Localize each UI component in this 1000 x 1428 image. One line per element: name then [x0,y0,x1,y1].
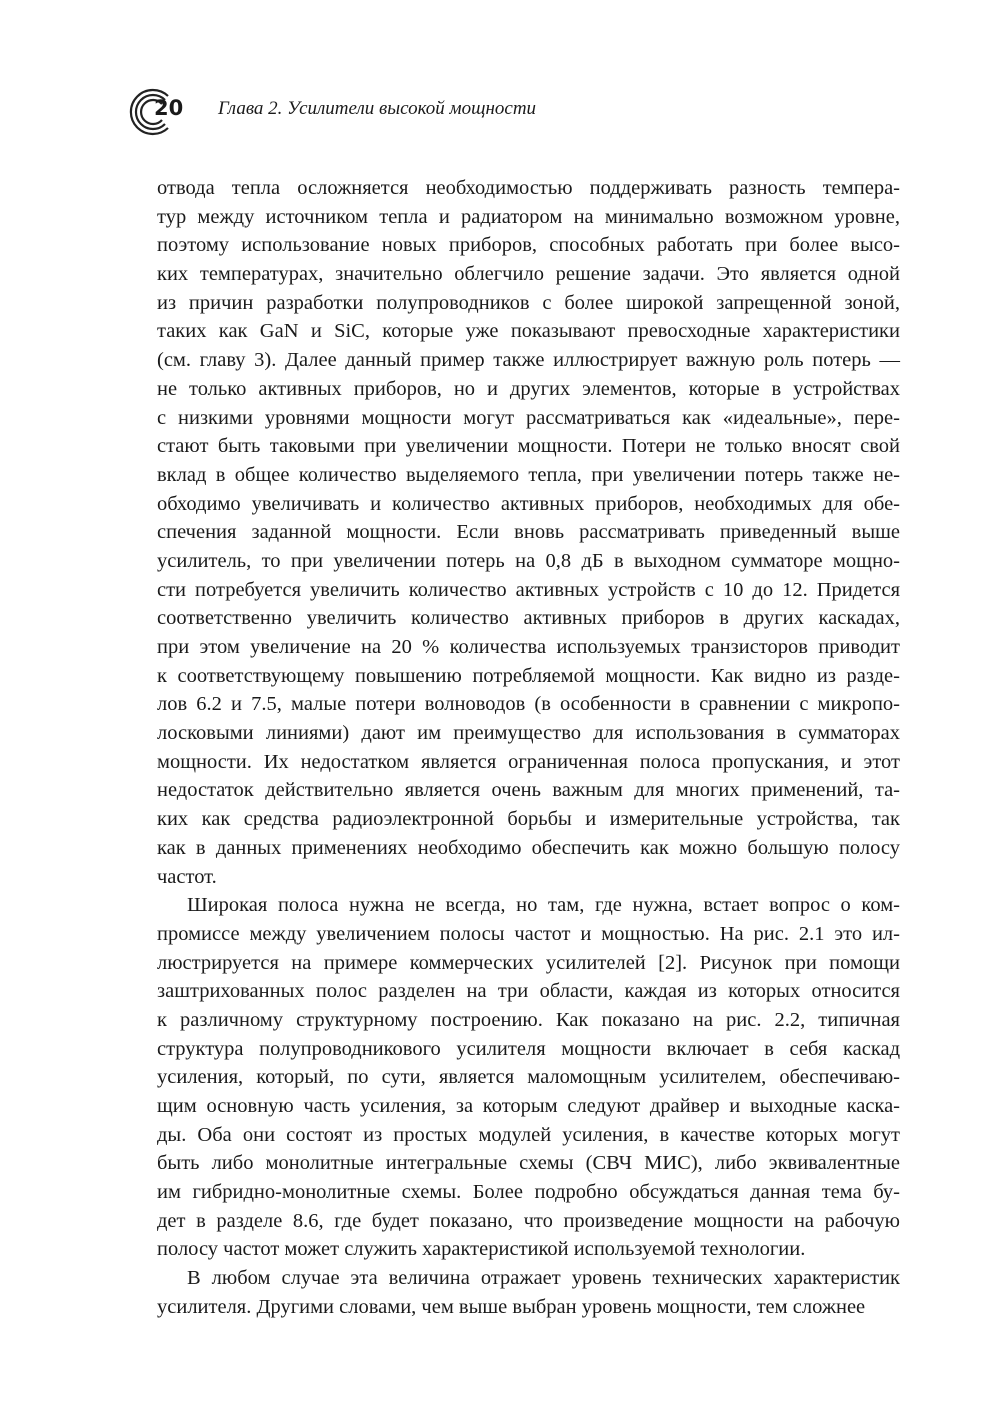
chapter-title: Глава 2. Усилители высокой мощности [218,98,537,119]
paragraph [157,891,900,1264]
text-line: быть либо монолитные интегральные схемы (СВЧ МИС), либо эквивалентные [157,1152,900,1175]
text-line: сти потребуется увеличить количество активных устройств с 10 до 12. Придется [157,578,900,601]
text-line: люстрируется на примере коммерческих усилителей [2]. Рисунок при помощи [157,951,900,974]
text-line: как в данных применениях необходимо обеспечить как можно большую полосу [157,836,900,859]
text-line: ких как средства радиоэлектронной борьбы и измерительные устройства, так [157,808,900,831]
text-line: лосковыми линиями) дают им преимущество для использования в сумматорах [157,722,900,745]
text-line: не только активных приборов, но и других элементов, которые в устройствах [157,377,900,400]
text-line: Широкая полоса нужна не всегда, но там, где нужна, встает вопрос о ком- [187,894,900,917]
text-line: В любом случае эта величина отражает уровень технических характеристик [187,1267,900,1290]
text-line: им гибридно-монолитные схемы. Более подробно обсуждаться данная тема бу- [157,1181,900,1204]
text-line: таких как GaN и SiC, которые уже показывают превосходные характеристики [157,320,900,343]
text-line: частот. [157,865,217,888]
text-line: структура полупроводникового усилителя мощности включает в себя каскад [157,1037,900,1060]
page-header [128,86,908,138]
text-line: отвода тепла осложняется необходимостью поддерживать разность темпера- [157,177,900,199]
text-line: заштрихованных полос разделен на три области, каждая из которых относится [157,980,900,1003]
paragraph [157,174,900,891]
text-line: щим основную часть усиления, за которым следуют драйвер и выходные каска- [157,1095,900,1117]
text-line: промиссе между увеличением полосы частот и мощностью. На рис. 2.1 это ил- [157,922,900,945]
text-line: дет в разделе 8.6, где будет показано, что произведение мощности на рабочую [157,1209,900,1232]
text-line: соответственно увеличить количество активных приборов в других каскадах, [157,607,900,630]
text-line: усиления, который, по сути, является маломощным усилителем, обеспечиваю- [157,1066,900,1089]
text-line: при этом увеличение на 20 % количества используемых транзисторов приводит [157,636,900,658]
text-line: усилитель, то при увеличении потерь на 0,8 дБ в выходном сумматоре мощно- [157,549,900,572]
text-line: лов 6.2 и 7.5, малые потери волноводов (в особенности в сравнении с микропо- [157,693,900,716]
text-line: обходимо увеличивать и количество активных приборов, необходимых для обе- [157,492,900,515]
paragraph [157,1264,900,1321]
text-line: усилителя. Другими словами, чем выше выбран уровень мощности, тем сложнее [157,1295,866,1318]
text-line: ды. Оба они состоят из простых модулей усиления, в качестве которых могут [157,1123,900,1146]
text-line: к различному структурному построению. Как показано на рис. 2.2, типичная [157,1008,900,1031]
text-line: стают быть таковыми при увеличении мощности. Потери не только вносят свой [157,435,900,458]
text-line: вклад в общее количество выделяемого тепла, при увеличении потерь также не- [157,463,900,486]
text-line: тур между источником тепла и радиатором на минимально возможном уровне, [157,205,900,228]
text-line: к соответствующему повышению потребляемой мощности. Как видно из разде- [157,664,900,687]
text-line: ких температурах, значительно облегчило решение задачи. Это является одной [157,263,900,286]
page-number: 20 [154,96,184,120]
text-line: полосу частот может служить характеристикой используемой технологии. [157,1238,806,1261]
text-line: мощности. Их недостатком является ограниченная полоса пропускания, и этот [157,750,900,773]
text-line: с низкими уровнями мощности могут рассматриваться как «идеальные», пере- [157,406,900,429]
text-line: спечения заданной мощности. Если вновь рассматривать приведенный выше [157,521,900,544]
text-line: (см. главу 3). Далее данный пример также иллюстрирует важную роль потерь — [157,349,900,372]
text-line: недостаток действительно является очень важным для многих применений, та- [157,779,900,802]
text-line: из причин разработки полупроводников с более широкой запрещенной зоной, [157,291,900,314]
body-text [157,174,900,1322]
text-line: поэтому использование новых приборов, способных работать при более высо- [157,234,900,257]
